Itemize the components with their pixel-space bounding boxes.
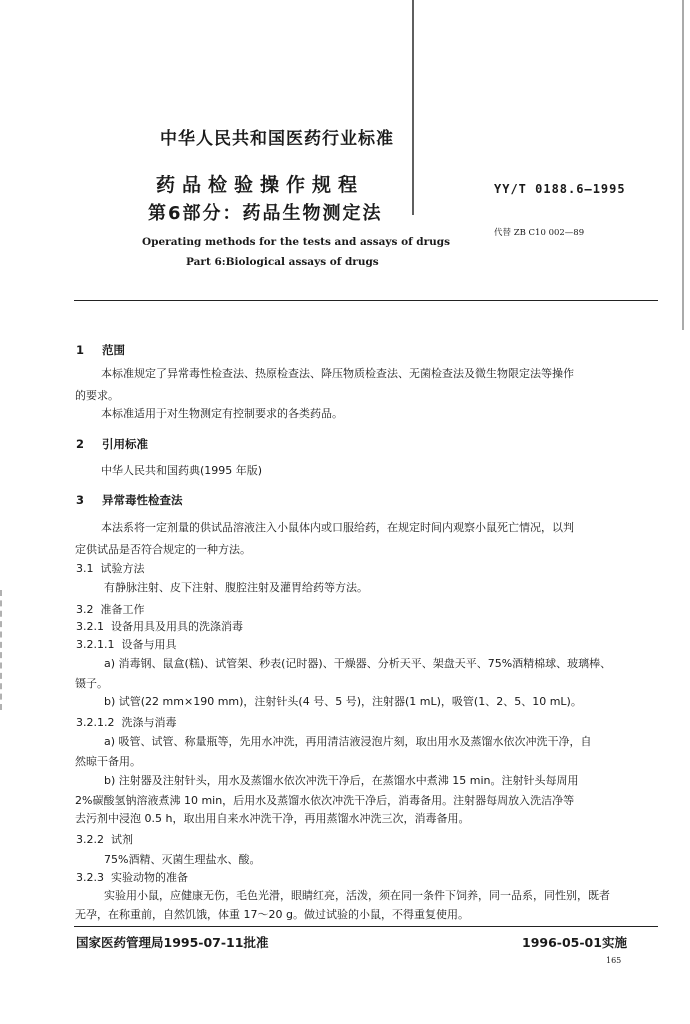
scan-edge-line	[682, 0, 684, 330]
replaces-note: 代替 ZB C10 002—89	[494, 228, 585, 238]
page-number: 165	[606, 956, 622, 965]
section-heading	[76, 492, 183, 508]
subsection-heading	[76, 636, 176, 652]
list-item-line: b) 试管(22 mm×190 mm)，注射针头(4 号、5 号)，注射器(1 mL)，吸管(1、2、5、10 mL)。	[104, 695, 582, 708]
approval-statement: 国家医药管理局1995-07-11批准	[76, 935, 269, 950]
subsection-heading	[76, 601, 145, 617]
document-title: 药品检验操作规程	[156, 174, 365, 196]
subsection-heading	[76, 714, 176, 730]
subsection-heading	[76, 618, 243, 634]
section-heading	[76, 342, 125, 358]
paragraph-line: 的要求。	[75, 389, 119, 402]
standard-code: YY/T 0188.6—1995	[494, 182, 626, 196]
standard-category: 中华人民共和国医药行业标准	[160, 129, 394, 149]
section-title: 异常毒性检查法	[102, 493, 183, 507]
list-item-line: 去污剂中浸泡 0.5 h，取出用自来水冲洗干净，再用蒸馏水冲洗三次，消毒备用。	[75, 812, 470, 825]
list-item-line: 镊子。	[75, 677, 108, 690]
list-item-line: b) 注射器及注射针头，用水及蒸馏水依次冲洗干净后，在蒸馏水中煮沸 15 min。注射针头每周用	[104, 774, 579, 787]
subsection-number: 3.2.1	[76, 620, 104, 633]
english-subtitle: Part 6:Biological assays of drugs	[186, 256, 379, 268]
list-item-line: a) 吸管、试管、称量瓶等，先用水冲洗，再用清洁液浸泡片刻，取出用水及蒸馏水依次冲洗干净，自	[104, 735, 592, 748]
paragraph-line: 本标准规定了异常毒性检查法、热原检查法、降压物质检查法、无菌检查法及微生物限定法等操作	[101, 367, 574, 380]
section-title: 范围	[102, 343, 125, 357]
subsection-title: 试剂	[111, 833, 133, 846]
subsection-title: 设备用具及用具的洗涤消毒	[111, 620, 243, 633]
section-number: 1	[76, 343, 85, 357]
subsection-number: 3.2	[76, 603, 94, 616]
subsection-title: 设备与用具	[121, 638, 177, 651]
footer-divider	[74, 926, 658, 927]
list-item-line: 然晾干备用。	[75, 755, 141, 768]
paragraph-line: 无孕，在称重前，自然饥饿，体重 17～20 g。做过试验的小鼠，不得重复使用。	[75, 908, 469, 921]
header-divider	[74, 300, 658, 301]
paragraph-line: 本法系将一定剂量的供试品溶液注入小鼠体内或口服给药，在规定时间内观察小鼠死亡情况，以判	[101, 521, 574, 534]
binding-marks	[0, 590, 5, 710]
subsection-title: 实验动物的准备	[111, 871, 188, 884]
paragraph-line: 本标准适用于对生物测定有控制要求的各类药品。	[101, 407, 343, 420]
subsection-heading	[76, 560, 145, 576]
list-item-line: a) 消毒钢、鼠盒(糕)、试管架、秒表(记时器)、干燥器、分析天平、架盘天平、75%酒精棉球、玻璃棒、	[104, 657, 612, 670]
paragraph-line: 有静脉注射、皮下注射、腹腔注射及灌胃给药等方法。	[104, 581, 368, 594]
implementation-date: 1996-05-01实施	[522, 935, 627, 950]
subsection-number: 3.2.3	[76, 871, 104, 884]
subsection-heading	[76, 869, 188, 885]
subsection-title: 准备工作	[100, 603, 145, 616]
subsection-number: 3.2.2	[76, 833, 104, 846]
subsection-number: 3.2.1.2	[76, 716, 115, 729]
section-heading	[76, 436, 148, 452]
document-subtitle: 第6部分：药品生物测定法	[148, 203, 383, 224]
section-number: 2	[76, 437, 85, 451]
section-number: 3	[76, 493, 85, 507]
subsection-heading	[76, 831, 133, 847]
list-item-line: 2%碳酸氢钠溶液煮沸 10 min，后用水及蒸馏水依次冲洗干净后，消毒备用。注射器每周放入洗洁净等	[75, 794, 575, 807]
scan-edge-line	[412, 0, 414, 215]
subsection-number: 3.2.1.1	[76, 638, 115, 651]
subsection-title: 试验方法	[100, 562, 145, 575]
paragraph-line: 75%酒精、灭菌生理盐水、酸。	[104, 853, 261, 866]
subsection-number: 3.1	[76, 562, 94, 575]
paragraph-line: 定供试品是否符合规定的一种方法。	[75, 543, 251, 556]
section-title: 引用标准	[102, 437, 148, 451]
english-title: Operating methods for the tests and assays of drugs	[142, 236, 451, 248]
paragraph-line: 实验用小鼠，应健康无伤，毛色光滑，眼睛红亮，活泼，须在同一条件下饲养，同一品系，同性别，既者	[104, 889, 610, 902]
subsection-title: 洗涤与消毒	[121, 716, 177, 729]
paragraph-line: 中华人民共和国药典(1995 年版)	[101, 464, 263, 477]
